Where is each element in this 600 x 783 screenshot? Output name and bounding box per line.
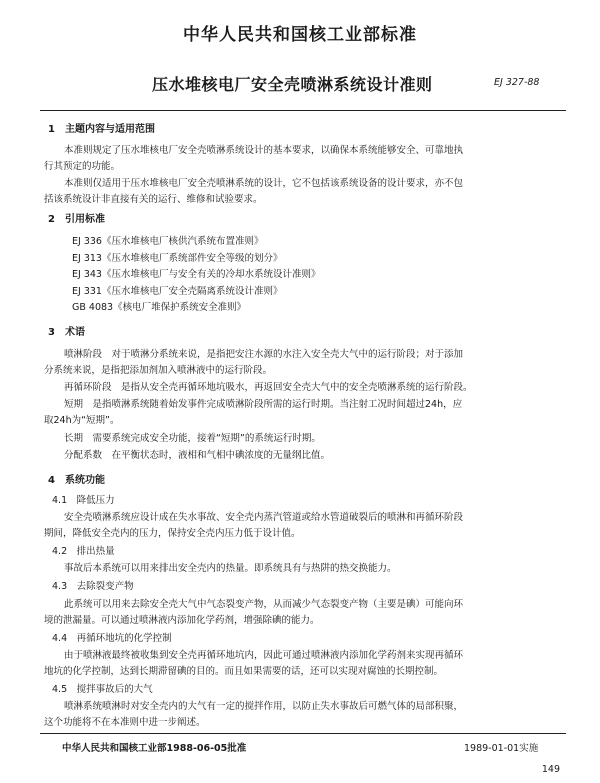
subsection-4-3-line-1: 此系统可以用来去除安全壳大气中气态裂变产物，从而减少气态裂变产物（主要是碘）可能向环 <box>64 599 464 610</box>
reference-item: EJ 313《压水堆核电厂系统部件安全等级的划分》 <box>72 253 283 264</box>
term-recirculation-phase: 再循环阶段 是指从安全壳再循环地坑吸水，再返回安全壳大气中的安全壳喷淋系统的运行阶段。 <box>64 382 473 393</box>
subsection-4-2-line-1: 事故后本系统可以用来排出安全壳内的热量。即系统具有与热阱的热交换能力。 <box>64 563 397 574</box>
subsection-4-3-line-2: 境的泄漏量。可以通过喷淋液内添加化学药剂，增强除碘的能力。 <box>44 615 320 626</box>
section-1-para-2-line-2: 括该系统设计非直接有关的运行、维修和试验要求。 <box>44 194 263 205</box>
reference-item: EJ 336《压水堆核电厂核供汽系统布置准则》 <box>72 236 264 247</box>
footer-divider <box>40 733 566 734</box>
subsection-4-4-line-2: 地坑的化学控制，达到长期滞留碘的目的。而且如果需要的话，还可以实现对腐蚀的长期控制。 <box>44 666 444 677</box>
subsection-4-3-heading: 4.3 去除裂变产物 <box>52 581 134 592</box>
section-2-heading: 2 引用标准 <box>48 214 105 225</box>
effective-date: 1989-01-01实施 <box>464 743 539 754</box>
reference-item: EJ 331《压水堆核电厂安全壳隔离系统设计准则》 <box>72 286 283 297</box>
term-long-term: 长期 需要系统完成安全功能，接着“短期”的系统运行时期。 <box>64 433 321 444</box>
document-title: 压水堆核电厂安全壳喷淋系统设计准则 <box>152 75 433 94</box>
term-short-term-line-2: 取24h为“短期”。 <box>44 415 120 426</box>
subsection-4-1-line-1: 安全壳喷淋系统应设计成在失水事故、安全壳内蒸汽管道或给水管道破裂后的喷淋和再循环阶段 <box>64 512 464 523</box>
section-4-heading: 4 系统功能 <box>48 475 105 486</box>
document-code: EJ 327-88 <box>494 77 540 88</box>
section-1-para-1-line-1: 本准则规定了压水堆核电厂安全壳喷淋系统设计的基本要求，以确保本系统能够安全、可靠地执 <box>64 145 464 156</box>
section-3-heading: 3 术语 <box>48 327 85 338</box>
reference-item: EJ 343《压水堆核电厂与安全有关的冷却水系统设计准则》 <box>72 269 321 280</box>
subsection-4-5-heading: 4.5 搅拌事故后的大气 <box>52 684 153 695</box>
term-partition-coefficient: 分配系数 在平衡状态时，液相和气相中碘浓度的无量纲比值。 <box>64 450 331 461</box>
section-1-para-2-line-1: 本准则仅适用于压水堆核电厂安全壳喷淋系统的设计，它不包括该系统设备的设计要求，亦不包 <box>64 178 464 189</box>
subsection-4-5-line-2: 这个功能将不在本准则中进一步阐述。 <box>44 717 206 728</box>
subsection-4-1-heading: 4.1 降低压力 <box>52 495 115 506</box>
subsection-4-4-line-1: 由于喷淋液最终被收集到安全壳再循环地坑内，因此可通过喷淋液内添加化学药剂来实现再循环 <box>64 650 464 661</box>
section-1-para-1-line-2: 行其预定的功能。 <box>44 161 121 172</box>
standard-org-header: 中华人民共和国核工业部标准 <box>183 25 417 45</box>
section-1-heading: 1 主题内容与适用范围 <box>48 124 155 135</box>
term-spray-phase-line-1: 喷淋阶段 对于喷淋分系统来说，是指把安注水源的水注入安全壳大气中的运行阶段；对于添加 <box>64 349 464 360</box>
header-divider <box>40 110 566 111</box>
term-short-term-line-1: 短期 是指喷淋系统随着始发事件完成喷淋阶段所需的运行时期。当注射工况时间超过24h，应 <box>64 399 463 410</box>
subsection-4-1-line-2: 期间，降低安全壳内的压力，保持安全壳内压力低于设计值。 <box>44 528 301 539</box>
reference-item: GB 4083《核电厂堆保护系统安全准则》 <box>72 302 247 313</box>
subsection-4-4-heading: 4.4 再循环地坑的化学控制 <box>52 633 172 644</box>
page-number: 149 <box>541 764 560 775</box>
approval-statement: 中华人民共和国核工业部1988-06-05批准 <box>62 743 247 754</box>
term-spray-phase-line-2: 分系统来说，是指把添加剂加入喷淋液中的运行阶段。 <box>44 365 273 376</box>
subsection-4-5-line-1: 喷淋系统喷淋时对安全壳内的大气有一定的搅拌作用，以防止失水事故后可燃气体的局部积聚， <box>64 701 464 712</box>
subsection-4-2-heading: 4.2 排出热量 <box>52 546 115 557</box>
